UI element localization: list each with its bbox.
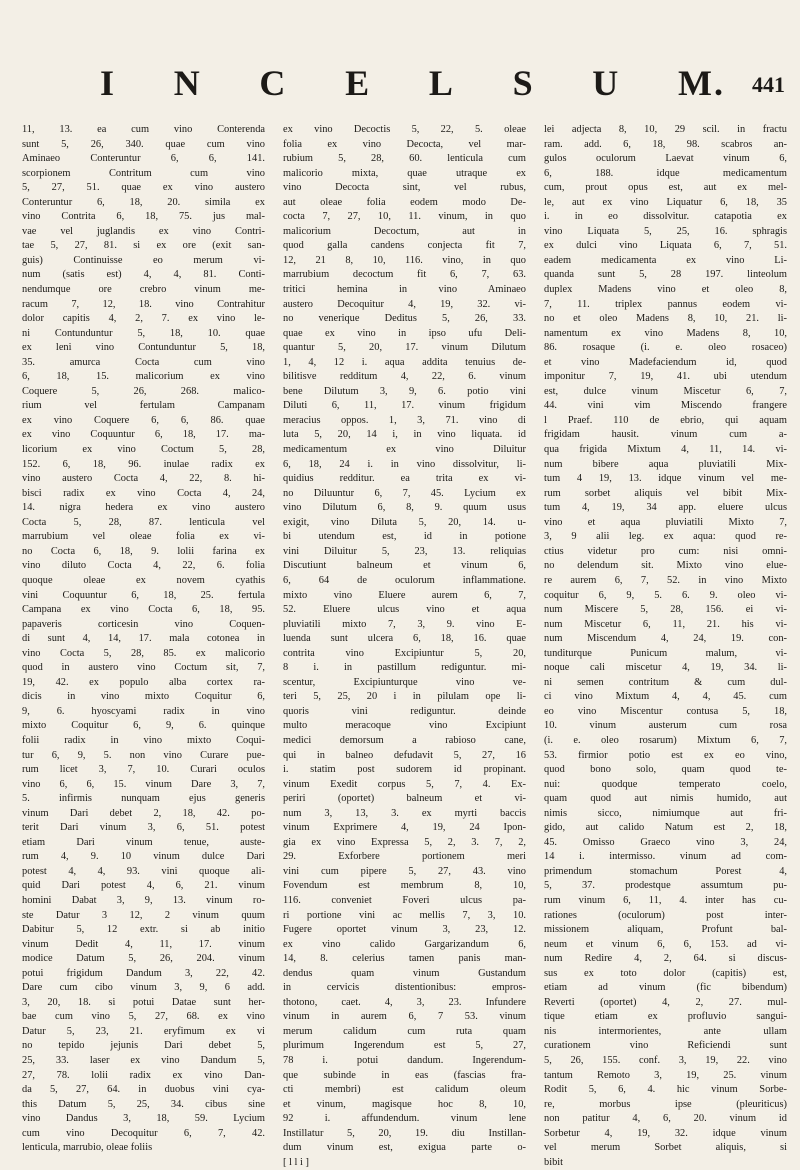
text-line: 19, 42. ex populo alba cortex ra- bbox=[22, 676, 265, 688]
text-line: thotono, caet. 4, 3, 23. Infundere bbox=[283, 996, 526, 1008]
text-line: cum vino Decoquitur 6, 7, 42. bbox=[22, 1127, 265, 1139]
text-line: malicorio mixta, quae utraque ex bbox=[283, 167, 526, 179]
text-line: racum 7, 12, 18. vino Contrahitur bbox=[22, 298, 265, 310]
text-line: Rodit 5, 6, 4. hic vinum Sorbe- bbox=[544, 1084, 787, 1096]
text-line: 52. Eluere ulcus vino et aqua bbox=[283, 604, 526, 616]
text-line: medici demorsum a rabioso cane, bbox=[283, 734, 526, 746]
text-line: potui frigidum Dandum 3, 22, 42. bbox=[22, 967, 265, 979]
text-line: etiam ad vinum (fic bibendum) bbox=[544, 982, 787, 994]
text-line: gido, aut calido Natum est 2, 18, bbox=[544, 822, 787, 834]
text-line: malicorium Decoctum, aut in bbox=[283, 225, 526, 237]
text-line: num Redire 4, 2, 64. si discus- bbox=[544, 953, 787, 965]
text-line: ni semen contritum & cum dul- bbox=[544, 676, 787, 688]
text-line: quod galla candens conjecta fit 7, bbox=[283, 240, 526, 252]
text-line: coquitur 6, 9, 5. 6. 9. oleo vi- bbox=[544, 589, 787, 601]
title-letter: I bbox=[100, 63, 117, 103]
text-line: vino diluto Cocta 4, 22, 6. folia bbox=[22, 560, 265, 572]
title-letter: U bbox=[592, 63, 621, 103]
text-line: vino Dilutum 6, 8, 9. quum usus bbox=[283, 502, 526, 514]
text-line: guis) Continuisse eo merum vi- bbox=[22, 254, 265, 266]
text-line: non patitur 4, 6, 20. vinum id bbox=[544, 1113, 787, 1125]
text-line: quidius redditur. ea trita ex vi- bbox=[283, 473, 526, 485]
text-line: ex dulci vino Liquata 6, 7, 51. bbox=[544, 240, 787, 252]
text-line: no venerique Deditus 5, 26, 33. bbox=[283, 313, 526, 325]
text-line: scorpionem Contritum cum vino bbox=[22, 167, 265, 179]
text-line: meracius oppos. 1, 3, 71. vino di bbox=[283, 414, 526, 426]
text-line: papaveris corticesin vino Coquen- bbox=[22, 618, 265, 630]
text-line: vae vel juglandis ex vino Contri- bbox=[22, 225, 265, 237]
running-header bbox=[20, 62, 785, 102]
text-line: 29. Exforbere portionem meri bbox=[283, 851, 526, 863]
text-line: mixto vino Eluere aurem 6, 7, bbox=[283, 589, 526, 601]
text-line: austero Decoquitur 4, 19, 32. vi- bbox=[283, 298, 526, 310]
text-line: 12, 21 8, 10, 116. vino, in quo bbox=[283, 254, 526, 266]
text-line: rubium 5, 28, 60. lenticula cum bbox=[283, 153, 526, 165]
text-line: vinum in aurem 6, 7 53. vinum bbox=[283, 1011, 526, 1023]
text-line: vini cum pipere 5, 27, 43. vino bbox=[283, 865, 526, 877]
running-title bbox=[100, 62, 725, 104]
text-line: dendus quam vinum Gustandum bbox=[283, 967, 526, 979]
text-line: aut oleae folia eodem modo De- bbox=[283, 196, 526, 208]
text-line: rationes (oculorum) post inter- bbox=[544, 909, 787, 921]
text-line: num Miscere 5, 28, 156. ei vi- bbox=[544, 604, 787, 616]
text-line: gulos oculorum Laevat vinum 6, bbox=[544, 153, 787, 165]
text-line: licorium ex vino Coctum 5, 28, bbox=[22, 444, 265, 456]
text-line: Dare cum cibo vinum 3, 9, 6 add. bbox=[22, 982, 265, 994]
text-line: eadem medicamenta ex vino Li- bbox=[544, 254, 787, 266]
text-line: 10. vinum austerum cum rosa bbox=[544, 720, 787, 732]
text-line: tantum Remoto 3, 19, 25. vinum bbox=[544, 1069, 787, 1081]
text-line: gia ex vino Expressa 5, 2, 3. 7, 2, bbox=[283, 836, 526, 848]
text-line: no tepido jejunis Dari debet 5, bbox=[22, 1040, 265, 1052]
text-line: 5, 27, 51. quae ex vino austero bbox=[22, 182, 265, 194]
column-right bbox=[544, 123, 787, 1168]
text-line: nui: quodque temperato coelo, bbox=[544, 778, 787, 790]
title-letter: E bbox=[345, 63, 372, 103]
text-line: marrubium decoctum fit 6, 7, 63. bbox=[283, 269, 526, 281]
text-line: medicamentum ex vino Diluitur bbox=[283, 444, 526, 456]
text-line: 5, 26, 155. conf. 3, 19, 22. vino bbox=[544, 1055, 787, 1066]
text-line: vinum Exedit corpus 5, 7, 4. Ex- bbox=[283, 778, 526, 790]
text-line: rum sorbet aliquis vel bibit Mix- bbox=[544, 487, 787, 499]
text-line: etiam Dari vinum tenue, auste- bbox=[22, 836, 265, 848]
column-left bbox=[22, 123, 265, 1154]
text-line: 35. amurca Cocta cum vino bbox=[22, 356, 265, 368]
text-line: Diluti 6, 11, 17. vinum frigidum bbox=[283, 400, 526, 412]
text-line: duplex Madens vino et oleo 8, bbox=[544, 284, 787, 296]
text-line: num 3, 13, 3. ex myrti baccis bbox=[283, 807, 526, 819]
text-line: Campana ex vino Cocta 6, 18, 95. bbox=[22, 604, 265, 616]
text-line: potest 4, 4, 93. vini quoque ali- bbox=[22, 865, 265, 877]
text-line: curationem vino Reficiendi sunt bbox=[544, 1040, 787, 1052]
text-line: dolor capitis 4, 2, 7. ex vino le- bbox=[22, 313, 265, 325]
text-line: nendumque ore crebro vinum me- bbox=[22, 284, 265, 296]
text-line: le, aut ex vino Liquatur 6, 18, 35 bbox=[544, 196, 787, 208]
column-middle bbox=[283, 123, 526, 1168]
text-line: vinum Dedit 4, 11, 17. vinum bbox=[22, 938, 265, 950]
text-line: cti membri) est calidum oleum bbox=[283, 1084, 526, 1096]
text-line: vino Liquata 5, 25, 16. sphragis bbox=[544, 225, 787, 237]
text-line: contrita vino Excipiuntur 5, 20, bbox=[283, 647, 526, 659]
text-line: 14. nigra hedera ex vino austero bbox=[22, 502, 265, 514]
text-line: ci vino Mixtum 4, 4, 45. cum bbox=[544, 691, 787, 703]
text-line: vino Contrita 6, 18, 75. jus mal- bbox=[22, 211, 265, 223]
text-line: 6, 188. idque medicamentum bbox=[544, 167, 787, 179]
text-line: (i. e. oleo rosarum) Mixtum 6, 7, bbox=[544, 734, 787, 746]
text-line: Aminaeo Conteruntur 6, 6, 141. bbox=[22, 153, 265, 165]
text-line: ni Contunduntur 5, 18, 10. quae bbox=[22, 327, 265, 339]
text-line: noque cali miscetur 4, 19, 34. li- bbox=[544, 662, 787, 674]
text-line: bilitisve redditum 4, 22, 6. vinum bbox=[283, 371, 526, 383]
text-line: 5, 37. prodestque assumtum pu- bbox=[544, 880, 787, 892]
text-line: 116. conveniet Foveri ulcus pa- bbox=[283, 894, 526, 906]
text-line: luenda sunt ulcera 6, 18, 16. quae bbox=[283, 633, 526, 645]
text-line: Datur 5, 23, 21. eryfimum ex vi bbox=[22, 1025, 265, 1037]
text-line: quoque oleae ex novem cyathis bbox=[22, 574, 265, 586]
text-line: ex vino Coquere 6, 6, 86. quae bbox=[22, 414, 265, 426]
text-line: 7, 11. triplex pannus eodem vi- bbox=[544, 298, 787, 310]
text-line: sus ex toto dolor (capitis) est, bbox=[544, 967, 787, 979]
title-letter: L bbox=[428, 63, 455, 103]
text-line: 6, 18, 15. malicorium ex vino bbox=[22, 371, 265, 383]
text-line: rum vinum 6, 11, 4. inter has cu- bbox=[544, 894, 787, 906]
text-line: mixto Coquitur 6, 9, 6. quinque bbox=[22, 720, 265, 732]
text-line: terit Dari vinum 3, 6, 51. potest bbox=[22, 822, 265, 834]
text-line: 53. firmior potio est ex eo vino, bbox=[544, 749, 787, 761]
text-line: quam quod aut nimis humido, aut bbox=[544, 793, 787, 805]
text-line: vino 6, 6, 15. vinum Dare 3, 7, bbox=[22, 778, 265, 790]
text-line: marrubium vel oleae folia ex vi- bbox=[22, 531, 265, 543]
text-line: dicis in vino mixto Coquitur 6, bbox=[22, 691, 265, 703]
text-line: 5. infirmis nunquam ejus generis bbox=[22, 793, 265, 805]
text-line: vino Cocta 5, 28, 85. ex malicorio bbox=[22, 647, 265, 659]
text-line: da 5, 27, 64. in duobus vini cya- bbox=[22, 1084, 265, 1096]
text-line: 3, 20, 18. si potui Datae sunt her- bbox=[22, 996, 265, 1008]
text-line: i. statim post sudorem id propinant. bbox=[283, 764, 526, 776]
text-line: qua frigida Mixtum 4, 11, 14. vi- bbox=[544, 444, 787, 456]
text-line: ex vino Decoctis 5, 22, 5. oleae bbox=[283, 124, 526, 135]
text-line: que subinde in eas (fascias fra- bbox=[283, 1069, 526, 1081]
text-line: neum et vinum 6, 6, 153. ad vi- bbox=[544, 938, 787, 950]
text-line: plurimum Ingerendum est 5, 27, bbox=[283, 1040, 526, 1052]
text-line: in cervicis distentionibus: empros- bbox=[283, 982, 526, 994]
text-line: homini Dabat 3, 9, 13. vinum ro- bbox=[22, 894, 265, 906]
title-letter: N bbox=[173, 63, 202, 103]
text-line: dum vinum est, exigua parte o- bbox=[283, 1142, 526, 1154]
text-line: vel merum Sorbet aliquis, si bbox=[544, 1142, 787, 1154]
text-line: Fovendum est membrum 8, 10, bbox=[283, 880, 526, 892]
text-line: 9, 6. hyoscyami radix in vino bbox=[22, 705, 265, 717]
text-line: tae 5, 27, 81. si ex ore (exit san- bbox=[22, 240, 265, 252]
text-columns bbox=[22, 123, 787, 1168]
text-line: re aurem 6, 7, 52. in vino Mixto bbox=[544, 574, 787, 586]
text-line: vinum Exprimere 4, 19, 24 Ipon- bbox=[283, 822, 526, 834]
text-line: cum, prout opus est, aut ex mel- bbox=[544, 182, 787, 194]
text-line: Dabitur 5, 12 extr. si ab initio bbox=[22, 924, 265, 936]
text-line: num bibere aqua pluviatili Mix- bbox=[544, 458, 787, 470]
text-line: merum calidum cum ruta quam bbox=[283, 1025, 526, 1037]
text-line: ri portione vini ac mellis 7, 3, 10. bbox=[283, 909, 526, 921]
text-line: quod bono solo, quam quod te- bbox=[544, 764, 787, 776]
text-line: 78 i. potui dandum. Ingerendum- bbox=[283, 1055, 526, 1066]
text-line: 6, 64 de oculorum inflammatione. bbox=[283, 574, 526, 586]
text-line: l Praef. 110 de ebrio, qui aquam bbox=[544, 414, 787, 426]
text-line: [ l l i ] bbox=[283, 1156, 309, 1168]
text-line: qui in balneo defudavit 5, 27, 16 bbox=[283, 749, 526, 761]
text-line: missionem aliquam, Profunt bal- bbox=[544, 924, 787, 936]
text-line: bae cum vino 5, 27, 68. ex vino bbox=[22, 1011, 265, 1023]
text-line: 27, 78. lolii radix ex vino Dan- bbox=[22, 1069, 265, 1081]
text-line: 44. vini vim Miscendo frangere bbox=[544, 400, 787, 412]
text-line: tique etiam ex profluvio sangui- bbox=[544, 1011, 787, 1023]
text-line: folia ex vino Decocta, vel mar- bbox=[283, 138, 526, 150]
text-line: Cocta 5, 28, 87. lenticula vel bbox=[22, 516, 265, 528]
text-line: pluviatili mixto 7, 3, 9. vino E- bbox=[283, 618, 526, 630]
text-line: est, dulce vinum Miscetur 6, 7, bbox=[544, 385, 787, 397]
text-line: di sunt 4, 14, 17. mala cotonea in bbox=[22, 633, 265, 645]
text-line: lei adjecta 8, 10, 29 scil. in fractu bbox=[544, 124, 787, 135]
text-line: scentur, Excipiunturque vino ve- bbox=[283, 676, 526, 688]
text-line: 6, 18, 24 i. in vino dissolvitur, li- bbox=[283, 458, 526, 470]
text-line: this Datum 5, 25, 34. cibus sine bbox=[22, 1098, 265, 1110]
text-line: bene Dilutum 3, 9, 6. potio vini bbox=[283, 385, 526, 397]
text-line: vini Diluitur 5, 23, 13. reliquias bbox=[283, 545, 526, 557]
text-line: 8 i. in pastillum rediguntur. mi- bbox=[283, 662, 526, 674]
text-line: ex vino calido Gargarizandum 6, bbox=[283, 938, 526, 950]
title-letter: S bbox=[512, 63, 535, 103]
text-line: frigidam hausit. vinum cum a- bbox=[544, 429, 787, 441]
text-line: vinum Dari debet 2, 18, 42. po- bbox=[22, 807, 265, 819]
text-line: no Cocta 6, 18, 9. lolii farina ex bbox=[22, 545, 265, 557]
text-line: ctius videtur pro cum: nisi omni- bbox=[544, 545, 787, 557]
text-line: 14, 8. celerius tamen panis man- bbox=[283, 953, 526, 965]
text-line: bi utendum est, id in potione bbox=[283, 531, 526, 543]
text-line: no et oleo Madens 8, 10, 21. li- bbox=[544, 313, 787, 325]
text-line: 45. Omisso Graeco vino 3, 24, bbox=[544, 836, 787, 848]
text-line: ex vino Coquuntur 6, 18, 17. ma- bbox=[22, 429, 265, 441]
text-line: 152. 6, 18, 96. inulae radix ex bbox=[22, 458, 265, 470]
text-line: vino Dandus 3, 18, 59. Lycium bbox=[22, 1113, 265, 1125]
text-line: quae ex vino in ipso ufu Deli- bbox=[283, 327, 526, 339]
text-line: tur 6, 9, 5. non vino Curare pue- bbox=[22, 749, 265, 761]
text-line: 86. rosaque (i. e. oleo rosaceo) bbox=[544, 342, 787, 354]
text-line: tritici hemina in vino Aminaeo bbox=[283, 284, 526, 296]
text-line: 3, 9 alii leg. ex aqua: quod re- bbox=[544, 531, 787, 543]
text-line: 1, 4, 12 i. aqua addita tenuius de- bbox=[283, 356, 526, 368]
text-line: Reverti (oportet) 4, 2, 27. mul- bbox=[544, 996, 787, 1008]
text-line: Coquere 5, 26, 268. malico- bbox=[22, 385, 265, 397]
text-line: teri 5, 25, 20 i in pilulam ope li- bbox=[283, 691, 526, 703]
text-line: ste Datur 3 12, 2 vinum quum bbox=[22, 909, 265, 921]
text-line: exigit, vino Diluta 5, 20, 14. u- bbox=[283, 516, 526, 528]
text-line: modice Datum 5, 26, 204. vinum bbox=[22, 953, 265, 965]
text-line: vini Coquuntur 6, 18, 25. fertula bbox=[22, 589, 265, 601]
page-number: 441 bbox=[752, 72, 785, 97]
text-line: quanda sunt 5, 28 197. linteolum bbox=[544, 269, 787, 281]
text-line: Sorbetur 4, 19, 32. idque vinum bbox=[544, 1127, 787, 1139]
text-line: Discutiunt balneum et vinum 6, bbox=[283, 560, 526, 572]
text-line: Fugere oportet vinum 3, 23, 12. bbox=[283, 924, 526, 936]
text-line: nimis sicco, nimiumque aut fri- bbox=[544, 807, 787, 819]
text-line: folii radix in vino mixto Coqui- bbox=[22, 734, 265, 746]
text-line: no delendum sit. Mixto vino elue- bbox=[544, 560, 787, 572]
text-line: 92 i. affundendum. vinum lene bbox=[283, 1113, 526, 1125]
text-line: num Miscendum 4, 24, 19. con- bbox=[544, 633, 787, 645]
text-line: vino Decocta sint, vel rubus, bbox=[283, 182, 526, 194]
text-line: sunt 5, 26, 340. quae cum vino bbox=[22, 138, 265, 150]
text-line: quantur 5, 20, 17. vinum Dilutum bbox=[283, 342, 526, 354]
text-line: tum 4 19, 13. idque vinum vel me- bbox=[544, 473, 787, 485]
text-line: ram. add. 6, 18, 98. scabros an- bbox=[544, 138, 787, 150]
text-line: bibit bbox=[544, 1156, 564, 1168]
title-letter: M. bbox=[678, 63, 725, 103]
text-line: primendum stomachum Porest 4, bbox=[544, 865, 787, 877]
text-line: vino austero Cocta 4, 22, 8. hi- bbox=[22, 473, 265, 485]
text-line: rium vel fertulam Campanam bbox=[22, 400, 265, 412]
text-line: 14 i. intermisso. vinum ad com- bbox=[544, 851, 787, 863]
text-line: tunditurque Punicum malum, vi- bbox=[544, 647, 787, 659]
text-line: Instillatur 5, 20, 19. diu Instillan- bbox=[283, 1127, 526, 1139]
text-line: rum licet 3, 7, 10. Curari oculos bbox=[22, 764, 265, 776]
text-line: 25, 33. laser ex vino Dandum 5, bbox=[22, 1055, 265, 1066]
text-line: periri (oportet) balneum et vi- bbox=[283, 793, 526, 805]
text-line: num (satis est) 4, 4, 81. Conti- bbox=[22, 269, 265, 281]
text-line: namentum ex vino Madens 8, 10, bbox=[544, 327, 787, 339]
text-line: eo vino Miscentur contusa 5, 18, bbox=[544, 705, 787, 717]
text-line: quoris vini rediguntur. deinde bbox=[283, 705, 526, 717]
text-line: ex leni vino Contunduntur 5, 18, bbox=[22, 342, 265, 354]
text-line: luta 5, 20, 14 i, in vino liquata. id bbox=[283, 429, 526, 441]
title-letter: C bbox=[259, 63, 288, 103]
text-line: rum 4, 9. 10 vinum dulce Dari bbox=[22, 851, 265, 863]
text-line: quod in austero vino Coctum sit, 7, bbox=[22, 662, 265, 674]
text-line: cocta 7, 27, 10, 11. vinum, in quo bbox=[283, 211, 526, 223]
text-line: i. in eo dissolvitur. catapotia ex bbox=[544, 211, 787, 223]
text-line: re, morbus ipse (pleuriticus) bbox=[544, 1098, 787, 1110]
text-line: Conteruntur 6, 18, 20. simila ex bbox=[22, 196, 265, 208]
text-line: et vinum, magisque hoc 8, 10, bbox=[283, 1098, 526, 1110]
text-line: 11, 13. ea cum vino Conterenda bbox=[22, 124, 265, 135]
text-line: no Diluuntur 6, 7, 45. Lycium ex bbox=[283, 487, 526, 499]
text-line: lenticula, marrubio, oleae foliis bbox=[22, 1142, 153, 1154]
text-line: multo meracoque vino Excipiunt bbox=[283, 720, 526, 732]
text-line: tum 4, 19, 34 app. eluere ulcus bbox=[544, 502, 787, 514]
text-line: quid Dari potest 4, 6, 21. vinum bbox=[22, 880, 265, 892]
text-line: num Miscetur 6, 11, 21. his vi- bbox=[544, 618, 787, 630]
text-line: et vino Madefaciendum id, quod bbox=[544, 356, 787, 368]
text-line: nis intermorientes, ante ullam bbox=[544, 1025, 787, 1037]
text-line: imponitur 7, 19, 41. ubi utendum bbox=[544, 371, 787, 383]
text-line: bisci radix ex vino Cocta 4, 24, bbox=[22, 487, 265, 499]
text-line: vino et aqua pluviatili Mixto 7, bbox=[544, 516, 787, 528]
